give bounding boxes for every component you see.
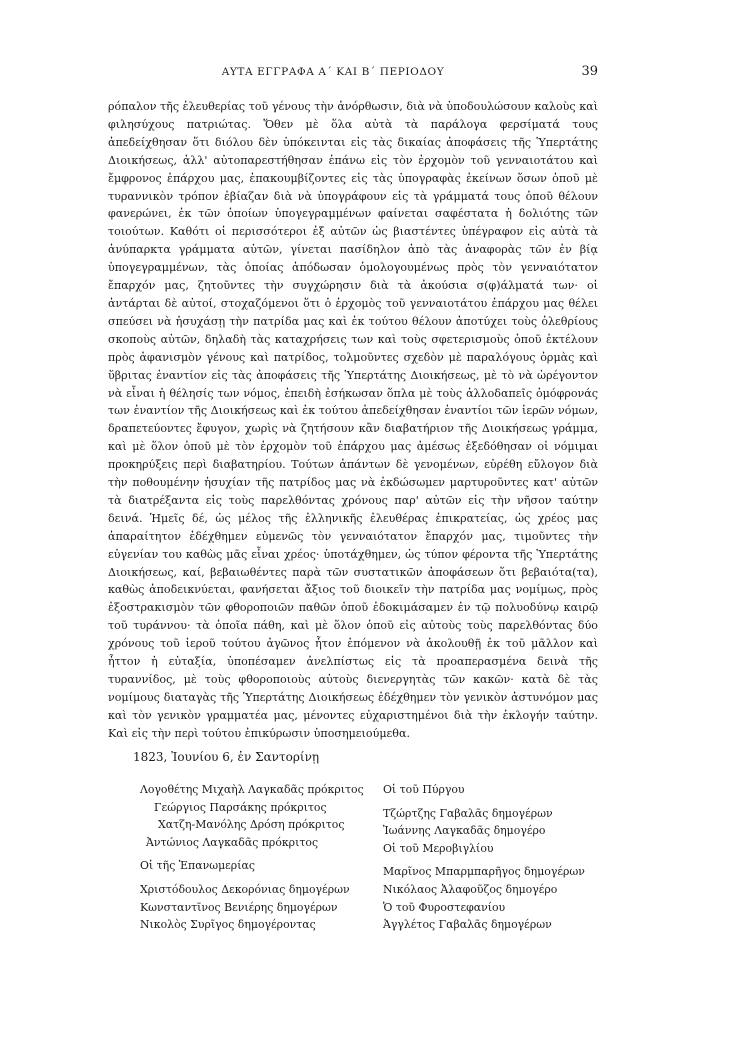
signature-line: Ἀντώνιος Λαγκαδᾶς πρόκριτος: [146, 835, 319, 849]
signature-line: Χατζη-Μανόλης Δρόση πρόκριτος: [158, 818, 345, 832]
signature-group-heading: Οἱ τῆς Ἐπανωμερίας: [140, 859, 255, 873]
signature-line: Ἰωάννης Λαγκαδᾶς δημογέρο: [383, 824, 546, 838]
signatures-right-column: [383, 781, 585, 934]
signature-line: Νικόλαος Ἀλαφοῦζος δημογέρο: [383, 882, 558, 896]
signature-line: Τζώρτζης Γαβαλᾶς δημογέρων: [383, 806, 553, 820]
signature-group-heading: Ὁ τοῦ Φυροστεφανίου: [383, 900, 506, 914]
signature-line: Γεώργιος Παρσάκης πρόκριτος: [154, 800, 327, 814]
signature-line: Κωνσταντῖνος Βενιέρης δημογέρων: [140, 900, 338, 914]
page-number: 39: [581, 64, 598, 79]
signature-group-heading: Οἱ τοῦ Πύργου: [383, 783, 465, 796]
signature-line: Νικολὸς Συρῖγος δημογέροντας: [140, 918, 316, 932]
signature-line: Ἀγγλέτος Γαβαλᾶς δημογέρων: [383, 918, 552, 932]
signature-line: Λογοθέτης Μιχαὴλ Λαγκαδᾶς πρόκριτος: [140, 783, 364, 796]
signatures-left-column: [140, 781, 364, 934]
signature-line: Χριστόδουλος Δεκορόνιας δημογέρων: [140, 882, 350, 896]
body-paragraph: ρόπαλον τῆς ἐλευθερίας τοῦ γένους τὴν ἀνόρθωσιν, διὰ νὰ ὑποδουλώσουν καλοὺς καὶ φιλησύχους πατριώτας. Ὅθεν μὲ ὅλα αὐτὰ τὰ παράλογα φερσίματά τους ἀπεδείχθησαν ὅτι διόλου δὲν ὑπόκεινται εἰς τὰς δικαίας ἀποφάσεις τῆς Ὑπερτάτης Διοικήσεως, ἀλλ' αὐτοπαρεστήθησαν ἐπάνω εἰς τὸν ἐρχομὸν τοῦ γενναιοτάτου καὶ ἔμφρονος ἐπάρχου μας, ἐπακουμβίζοντες εἰς τὰς ὑπογραφὰς ἐκείνων ὅσων ὁποῦ μὲ τυραννικὸν τρόπον ἐβίαζαν διὰ νὰ ὑπογράφουν εἰς τὰ γράμματά τους ὁποῦ θέλουν φανερώνει, ἐκ τῶν ὁποίων ὑπογεγραμμένων φαίνεται σαφέστατα ἡ δολιότης τῶν τοιούτων. Καθότι οἱ περισσότεροι ἐξ αὐτῶν ὡς βιαστέντες ὑπέγραφον εἰς αὐτὰ τὰ ἀνύπαρκτα γράμματα αὐτῶν, γίνεται πασίδηλον ἀπὸ τὰς ἀναφορὰς τῶν ἐν βίᾳ ὑπογεγραμμένων, τὰς ὁποίας ἀπόδωσαν ὁμολογουμένως πρὸς τὸν γενναιότατον ἔπαρχόν μας, ζητοῦντες τὴν συγχώρησιν διὰ τὰ ἀκούσια σ(φ)άλματά των· οἱ ἀντάρται δὲ αὐτοί, στοχαζόμενοι ὅτι ὁ ἐρχομὸς τοῦ γενναιοτάτου ἐπάρχου μας θέλει σπεύσει νὰ ἡσυχάσῃ τὴν πατρίδα μας καὶ ἐκ τούτου θέλουν ἀποτύχει τοὺς ὀλεθρίους σκοποὺς αὐτῶν, δηλαδὴ τὰς καταχρήσεις των καὶ τοὺς σφετερισμοὺς ὁποῦ ἐκτέλουν πρὸς ἀφανισμὸν γένους καὶ πατρίδος, τολμοῦντες σχεδὸν μὲ παραλόγους ὁρμὰς καὶ ὕβριτας ἐναντίον εἰς τὰς ἀποφάσεις τῆς Ὑπερτάτης Διοικήσεως, μὲ τὸ νὰ ὠρέγοντον νὰ εἶναι ἡ θέλησίς των νόμος, ἐπειδὴ ἐσήκωσαν ὅπλα μὲ τοὺς ἀλλοδαπεῖς ὁμόφρονάς των ἐναντίον τῆς Διοικήσεως καὶ ἐκ τούτου ἀπεδείχθησαν ἐναντίοι τῶν ἱερῶν νόμων, δραπετεύοντες ἔφυγον, χωρὶς νὰ ζητήσουν κἂν διαβατήριον τῆς Διοικήσεως γράμμα, καὶ μὲ ὅλον ὁποῦ μὲ τὸν ἐρχομὸν τοῦ ἐπάρχου μας ἀμέσως ἐξεδόθησαν οἱ νόμιμαι προκηρύξεις περὶ διαβατηρίου. Τούτων ἁπάντων δὲ γενομένων, εὑρέθη εὔλογον διὰ τὴν ποθουμένην ἡσυχίαν τῆς πατρίδος μας νὰ ἐκδώσωμεν μαρτυροῦντες κατ' αὐτῶν τὰ διατρέξαντα εἰς τοὺς παρελθόντας χρόνους παρ' αὐτῶν εἰς τὴν νῆσον ταύτην δεινά. Ἡμεῖς δέ, ὡς μέλος τῆς ἑλληνικῆς ἐλευθέρας ἐπικρατείας, ὡς χρέος μας ἀπαραίτητον ἐδέχθημεν εὐμενῶς τὸν γενναιότατον ἔπαρχόν μας, τιμοῦντες τὴν εὐγενίαν του καθὼς μᾶς εἶναι χρέος· ὑποτάχθημεν, ὡς τύπον φέροντα τῆς Ὑπερτάτης Διοικήσεως, καί, βεβαιωθέντες παρὰ τῶν συστατικῶν ἀποφάσεων ὅτι βεβαιότα(τα), καθὼς ἀποδεικνύεται, φανήσεται ἄξιος τοῦ διοικεῖν τὴν πατρίδα μας νομίμως, πρὸς ἐξοστρακισμὸν τῶν φθοροποιῶν παθῶν ὁποῦ ἐδοκιμάσαμεν ἐν τῷ πολυοδύνῳ καιρῷ τοῦ τυράννου· τὰ ὁποῖα πάθη, καὶ μὲ ὅλον ὁποῦ εἰς αὐτοὺς τοὺς παρελθόντας δύο χρόνους τοῦ ἱεροῦ τούτου ἀγῶνος ἦτον ἑπόμενον νὰ ἀκολουθῇ ἐκ τοῦ μᾶλλον καὶ ἧττον ἡ εὐταξία, ὑποπέσαμεν ἀνελπίστως εἰς τὰ προαπερασμένα δεινὰ τῆς τυραννίδος, μὲ τοὺς φθοροποιοὺς αὐτοὺς διενεργητὰς τῶν κακῶν· κατὰ δὲ τὰς νομίμους διαταγὰς τῆς Ὑπερτάτης Διοικήσεως ἐδέχθημεν τὸν γενικὸν ἀστυνόμον μας καὶ τὸν γενικὸν γραμματέα μας, μένοντες εὐχαριστημένοι διὰ τὴν ἐκλογήν ταύτην. Καὶ εἰς τὴν περὶ τούτου ἐπικύρωσιν ὑποσημειούμεθα.: [108, 100, 598, 740]
signature-group-heading: Οἱ τοῦ Μεροβιγλίου: [383, 841, 494, 855]
running-head: ΑΥΤΑ ΕΓΓΡΑΦΑ Α΄ ΚΑΙ Β΄ ΠΕΡΙΟΔΟΥ: [221, 66, 445, 78]
signature-line: Μαρῖνος Μπαρμπαρῆγος δημογέρων: [383, 865, 585, 879]
date-line: 1823, Ἰουνίου 6, ἐν Σαντορίνῃ: [133, 750, 320, 764]
page-header: [108, 66, 598, 84]
